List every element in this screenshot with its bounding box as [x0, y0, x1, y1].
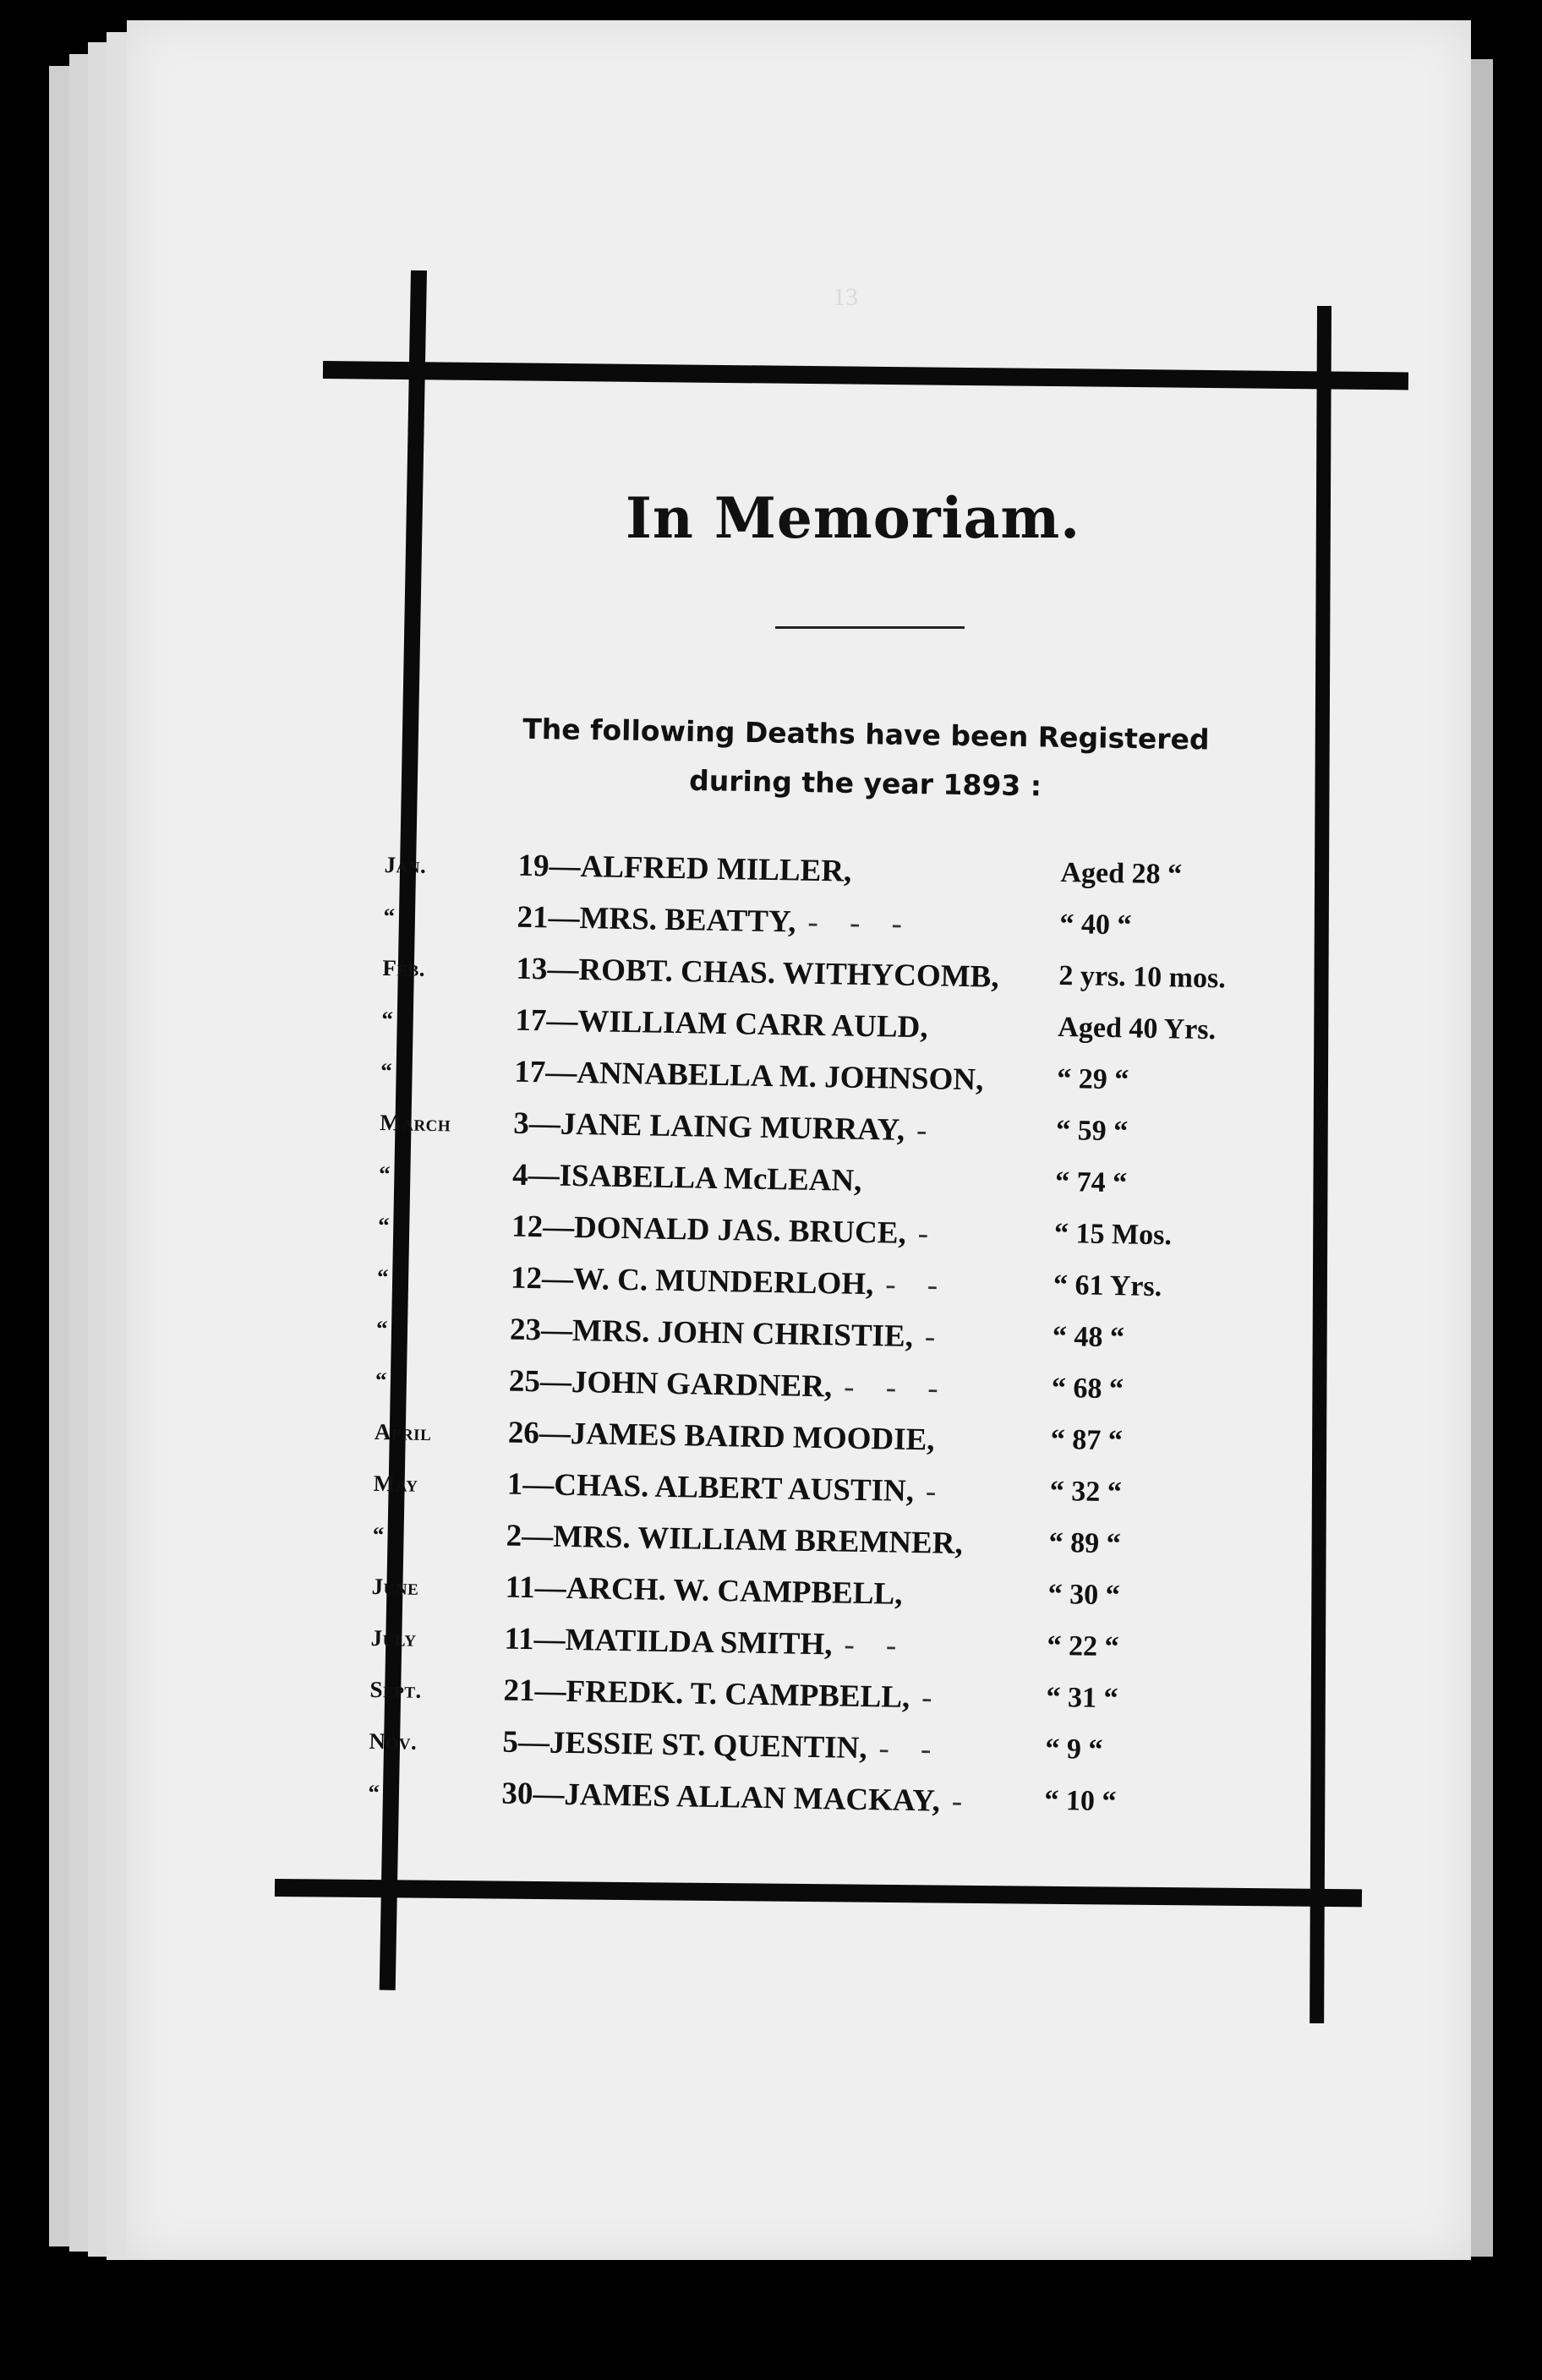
entry-month: “	[375, 1367, 388, 1394]
entry-month: Jan.	[384, 851, 427, 878]
entry-month: “	[368, 1779, 380, 1806]
entry-age: “ 89 “	[1048, 1526, 1122, 1560]
entry-name: 12—DONALD JAS. BRUCE,	[511, 1209, 907, 1251]
entry-name: 5—JESSIE ST. QUENTIN,	[502, 1724, 867, 1766]
entry-age: “ 87 “	[1050, 1423, 1124, 1457]
entry-month: Nov.	[369, 1728, 418, 1755]
entry-month: July	[370, 1624, 417, 1651]
entry-month: “	[383, 903, 396, 930]
entry-month: “	[375, 1315, 389, 1342]
entry-leader-dashes: -	[921, 1680, 944, 1716]
entry-name: 30—JAMES ALLAN MACKAY,	[501, 1776, 941, 1819]
entry-age: “ 61 Yrs.	[1053, 1269, 1162, 1303]
entry-name: 13—ROBT. CHAS. WITHYCOMB,	[516, 951, 999, 995]
entry-name: 17—ANNABELLA M. JOHNSON,	[513, 1054, 984, 1098]
title-underline	[775, 626, 965, 629]
entry-leader-dashes: -	[924, 1319, 948, 1355]
entry-month: “	[372, 1521, 386, 1548]
entry-name: 25—JOHN GARDNER,	[508, 1363, 833, 1405]
entry-age: “ 68 “	[1051, 1372, 1124, 1406]
entry-name: 11—ARCH. W. CAMPBELL,	[505, 1569, 903, 1612]
entry-name: 3—JANE LAING MURRAY,	[512, 1105, 905, 1148]
facing-page-edge	[1471, 59, 1493, 2257]
entry-leader-dashes	[1010, 960, 1011, 995]
entry-name: 21—FREDK. T. CAMPBELL,	[503, 1673, 910, 1715]
entry-age: “ 30 “	[1047, 1578, 1120, 1612]
entry-leader-dashes: - -	[878, 1731, 943, 1767]
entry-name: 11—MATILDA SMITH,	[504, 1621, 833, 1662]
entry-name: 23—MRS. JOHN CHRISTIE,	[509, 1312, 914, 1354]
entry-age: “ 9 “	[1045, 1733, 1103, 1766]
entry-age: “ 31 “	[1046, 1681, 1118, 1715]
entry-age: Aged 28 “	[1060, 856, 1183, 891]
death-register-list	[368, 845, 1298, 1841]
entry-age: “ 59 “	[1055, 1114, 1129, 1148]
entry-age: “ 29 “	[1056, 1062, 1129, 1096]
entry-month: “	[380, 1057, 393, 1084]
entry-name: 26—JAMES BAIRD MOODIE,	[507, 1415, 935, 1458]
entry-name: 21—MRS. BEATTY,	[517, 899, 796, 940]
entry-age: “ 22 “	[1047, 1629, 1119, 1663]
entry-month: “	[377, 1212, 391, 1239]
entry-age: 2 yrs. 10 mos.	[1058, 959, 1227, 995]
page-title: In Memoriam.	[626, 485, 1081, 551]
entry-name: 2—MRS. WILLIAM BREMNER,	[506, 1518, 964, 1562]
entry-leader-dashes	[946, 1423, 947, 1458]
entry-leader-dashes	[939, 1010, 940, 1045]
register-heading	[425, 703, 1306, 815]
entry-leader-dashes: - - -	[843, 1369, 951, 1406]
entry-age: “ 74 “	[1054, 1165, 1128, 1199]
entry-month: March	[380, 1109, 451, 1137]
entry-leader-dashes: - - -	[807, 904, 915, 942]
entry-name: 1—CHAS. ALBERT AUSTIN,	[506, 1466, 915, 1509]
entry-month: “	[376, 1264, 390, 1291]
entry-leader-dashes	[863, 854, 864, 889]
entry-month: “	[378, 1160, 391, 1187]
entry-age: “ 15 Mos.	[1053, 1217, 1173, 1252]
entry-month: June	[371, 1573, 419, 1600]
entry-leader-dashes: -	[917, 1216, 941, 1252]
entry-leader-dashes	[995, 1063, 996, 1098]
entry-month: May	[373, 1470, 418, 1497]
entry-age: “ 40 “	[1059, 908, 1132, 942]
entry-leader-dashes: -	[925, 1474, 949, 1509]
entry-age: “ 10 “	[1044, 1784, 1117, 1818]
entry-age: “ 48 “	[1052, 1320, 1125, 1354]
entry-name: 19—ALFRED MILLER,	[517, 848, 852, 889]
entry-month: “	[381, 1006, 394, 1033]
entry-name: 12—W. C. MUNDERLOH,	[510, 1260, 874, 1302]
entry-age: Aged 40 Yrs.	[1058, 1011, 1217, 1046]
entry-leader-dashes: - -	[884, 1267, 950, 1303]
entry-age: “ 32 “	[1049, 1475, 1123, 1509]
entry-month: Feb.	[382, 954, 426, 981]
entry-leader-dashes	[914, 1577, 915, 1612]
heading-line-2: during the year 1893 :	[688, 763, 1042, 803]
heading-line-1: The following Deaths have been Registered	[522, 712, 1210, 756]
entry-leader-dashes	[974, 1526, 975, 1561]
entry-leader-dashes: -	[951, 1783, 975, 1820]
entry-leader-dashes	[873, 1164, 874, 1198]
entry-leader-dashes: -	[916, 1113, 939, 1149]
page-number: 13	[833, 283, 858, 311]
entry-leader-dashes: - -	[844, 1627, 909, 1663]
entry-name: 4—ISABELLA McLEAN,	[511, 1157, 862, 1198]
entry-month: April	[374, 1418, 432, 1446]
entry-name: 17—WILLIAM CARR AULD,	[515, 1002, 928, 1045]
entry-month: Sept.	[369, 1676, 423, 1703]
